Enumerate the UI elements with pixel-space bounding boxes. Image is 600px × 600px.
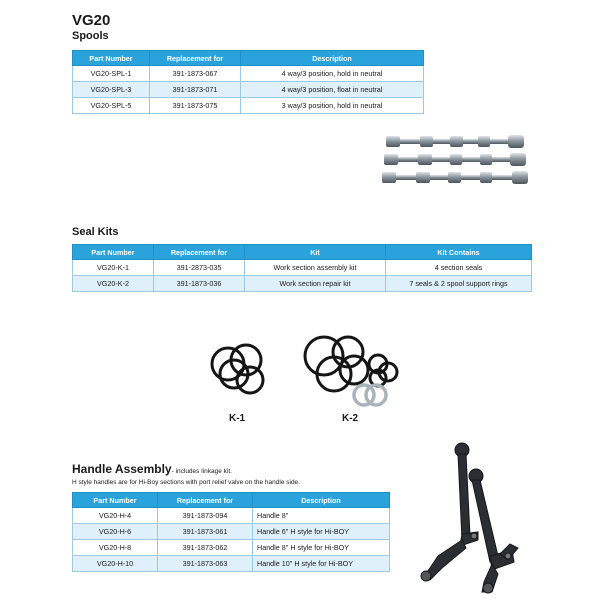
col-replacement-for: Replacement for bbox=[158, 493, 253, 508]
col-replacement-for: Replacement for bbox=[150, 51, 241, 66]
col-kit: Kit bbox=[245, 245, 386, 260]
seal-kits-heading: Seal Kits bbox=[72, 226, 119, 238]
seal-kits-table bbox=[72, 244, 532, 292]
page-title: VG20 bbox=[72, 12, 111, 29]
handle-assembly-note: - includes linkage kit. bbox=[171, 468, 232, 475]
col-description: Description bbox=[241, 51, 424, 66]
seal-kits-image bbox=[200, 330, 420, 410]
col-part-number: Part Number bbox=[73, 51, 150, 66]
table-row: VG20-H-10 391-1873-063 Handle 10" H style for Hi-BOY bbox=[73, 556, 390, 572]
table-row: VG20-K-2 391-1873-036 Work section repair kit 7 seals & 2 spool support rings bbox=[73, 276, 532, 292]
handle-assembly-subnote: H style handles are for Hi-Boy sections with port relief valve on the handle side. bbox=[72, 479, 300, 486]
table-row: VG20-K-1 391-2873-035 Work section assembly kit 4 section seals bbox=[73, 260, 532, 276]
handle-assembly-heading bbox=[72, 462, 232, 476]
handle-assembly-table bbox=[72, 492, 390, 572]
table-row: VG20-SPL-5 391-1873-075 3 way/3 position, hold in neutral bbox=[73, 98, 424, 114]
table-row: VG20-H-6 391-1873-061 Handle 6" H style for Hi-BOY bbox=[73, 524, 390, 540]
handles-image bbox=[400, 436, 540, 596]
handle-assembly-title: Handle Assembly bbox=[72, 462, 172, 476]
col-kit-contains: Kit Contains bbox=[386, 245, 532, 260]
table-row: VG20-SPL-1 391-1873-067 4 way/3 position, hold in neutral bbox=[73, 66, 424, 82]
spools-table bbox=[72, 50, 424, 114]
table-row: VG20-H-8 391-1873-062 Handle 8" H style for Hi-BOY bbox=[73, 540, 390, 556]
label-k2: K-2 bbox=[342, 413, 359, 424]
col-replacement-for: Replacement for bbox=[154, 245, 245, 260]
spools-heading: Spools bbox=[72, 30, 109, 42]
table-row: VG20-SPL-3 391-1873-071 4 way/3 position, float in neutral bbox=[73, 82, 424, 98]
col-part-number: Part Number bbox=[73, 245, 154, 260]
col-part-number: Part Number bbox=[73, 493, 158, 508]
label-k1: K-1 bbox=[229, 413, 246, 424]
spools-image bbox=[374, 130, 534, 192]
table-row: VG20-H-4 391-1873-094 Handle 8" bbox=[73, 508, 390, 524]
col-description: Description bbox=[253, 493, 390, 508]
